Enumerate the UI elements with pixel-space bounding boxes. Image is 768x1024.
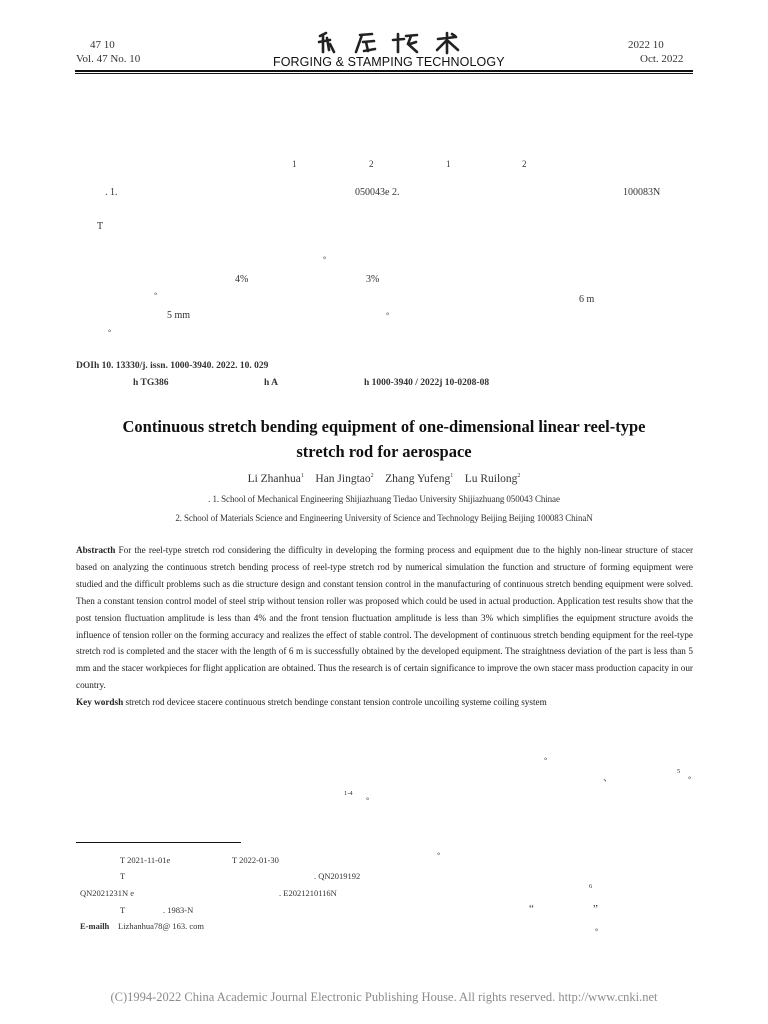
cn-author-sup-3: 1	[446, 159, 451, 169]
issue-date-cn: 2022 10	[628, 39, 664, 51]
cn-value-3pct: 3%	[366, 274, 380, 285]
cn-affiliation-index: . 1.	[105, 187, 118, 198]
author-affil-sup: 2	[517, 473, 521, 480]
abstract-text: For the reel-type stretch rod considering the difficulty in developing the forming process and equipment due to the highly non-linear structure of stacer based on analyzing the continuous stretch bending process of reel-type stretch rod by numerical simulation the function and structure of forming equipment were studied and the difficult problems such as die structure design and constant tension control in the manufacturing of continuous stretch bending equipment were solved. Then a constant tension control model of steel strip without tension roller was proposed which could be used in actual production. Application test results show that the post tension fluctuation amplitude is less than 4% and the front tension fluctuation amplitude is less than 3% which simplifies the equipment structure avoids the influence of tension roller on the forming accuracy and realizes the effect of stable control. The development of continuous stretch bending equipment for the reel-type stretch rod is completed and the stacer with the length of 6 m is successfully obtained by the developed equipment. The straightness deviation of the part is less than 5 mm and the stacer workpieces for flight application are obtained. Thus the research is of certain significance to improve the own stacer mass production capacity in our country.	[76, 545, 694, 691]
volume-number-en: Vol. 47 No. 10	[76, 53, 141, 65]
cn-affiliation-postcode-2: 100083N	[623, 187, 661, 198]
body-punct-b: 、	[603, 773, 613, 784]
header-rule-thin	[75, 73, 693, 74]
ref-sup-1-4: 1-4	[344, 790, 353, 797]
author-list-en	[0, 474, 768, 486]
title-line-2: stretch rod for aerospace	[296, 442, 472, 461]
ref-sup-5: 5	[677, 768, 681, 775]
cn-value-5mm: 5 mm	[167, 310, 191, 321]
body-punct-d: °	[366, 796, 370, 805]
author-affil-sup: 1	[300, 473, 304, 480]
bio-birth-year: . 1983-N	[163, 905, 194, 915]
author-affil-sup: 2	[370, 473, 374, 480]
ref-sup-6: 6	[589, 883, 593, 890]
doi-line: DOIh 10. 13330/j. issn. 1000-3940. 2022. 10. 029	[76, 361, 269, 371]
revised-date: T 2022-01-30	[232, 855, 279, 865]
email-label: E-mailh	[80, 921, 110, 931]
cnki-copyright-footer: (C)1994-2022 China Academic Journal Electronic Publishing House. All rights reserved. http://www.cnki.net	[110, 990, 658, 1004]
cn-punct-3: °	[386, 311, 390, 320]
cn-punct-2: °	[154, 291, 158, 300]
fund-number-3: . E2021210116N	[279, 888, 337, 898]
author-name: Lu Ruilong	[464, 473, 518, 485]
cn-value-4pct: 4%	[235, 274, 249, 285]
keywords-paragraph	[76, 694, 693, 711]
cn-author-sup-1: 1	[292, 159, 297, 169]
paper-title-en	[0, 414, 768, 464]
volume-number-cn: 47 10	[90, 39, 115, 51]
header-rule-thick	[75, 70, 693, 72]
fund-marker: T	[120, 871, 126, 881]
journal-title-en: FORGING & STAMPING TECHNOLOGY	[273, 55, 505, 69]
quote-open: “	[529, 903, 534, 915]
keywords-text: stretch rod devicee stacere continuous stretch bendinge constant tension controle uncoiling systeme coiling system	[125, 697, 547, 708]
cn-punct-4: °	[108, 328, 112, 337]
fund-number-2: QN2021231N e	[80, 888, 135, 898]
abstract-label: Abstracth	[76, 545, 116, 555]
cn-abstract-marker: T	[97, 221, 104, 232]
body-punct-e: °	[437, 851, 441, 860]
keywords-label: Key wordsh	[76, 697, 124, 708]
footnote-rule	[76, 842, 241, 843]
abstract-paragraph	[76, 542, 693, 694]
author-name: Han Jingtao	[315, 473, 371, 485]
affiliation-line-1: . 1. School of Mechanical Engineering Shijiazhuang Tiedao University Shijiazhuang 050043 Chinae	[208, 494, 560, 504]
affiliation-line-2: 2. School of Materials Science and Engineering University of Science and Technology Beijing Beijing 100083 ChinaN	[175, 513, 593, 523]
author-name: Zhang Yufeng	[385, 473, 451, 485]
title-line-1: Continuous stretch bending equipment of one-dimensional linear reel-type	[122, 417, 646, 436]
issue-date-en: Oct. 2022	[640, 53, 684, 65]
article-id: h 1000-3940 / 2022j 10-0208-08	[364, 378, 490, 388]
cn-affiliation-postcode-1: 050043e 2.	[355, 187, 400, 198]
fund-number-1: . QN2019192	[314, 871, 361, 881]
author-email: Lizhanhua78@ 163. com	[118, 921, 204, 931]
body-punct-c: °	[688, 775, 692, 784]
clc-number: h TG386	[133, 378, 169, 388]
quote-close: ”	[593, 903, 598, 915]
document-code: h A	[264, 378, 278, 388]
cn-author-sup-2: 2	[369, 159, 374, 169]
body-punct-a: °	[544, 756, 548, 765]
body-punct-f: °	[595, 927, 599, 936]
abstract-block	[76, 542, 693, 711]
received-date: T 2021-11-01e	[120, 855, 171, 865]
author-name: Li Zhanhua	[247, 473, 301, 485]
cn-punct-1: °	[323, 255, 327, 264]
author-affil-sup: 1	[450, 473, 454, 480]
bio-marker: T	[120, 905, 126, 915]
cn-value-6m: 6 m	[579, 294, 595, 305]
cn-author-sup-4: 2	[522, 159, 527, 169]
journal-calligraphy-logo	[316, 30, 464, 56]
